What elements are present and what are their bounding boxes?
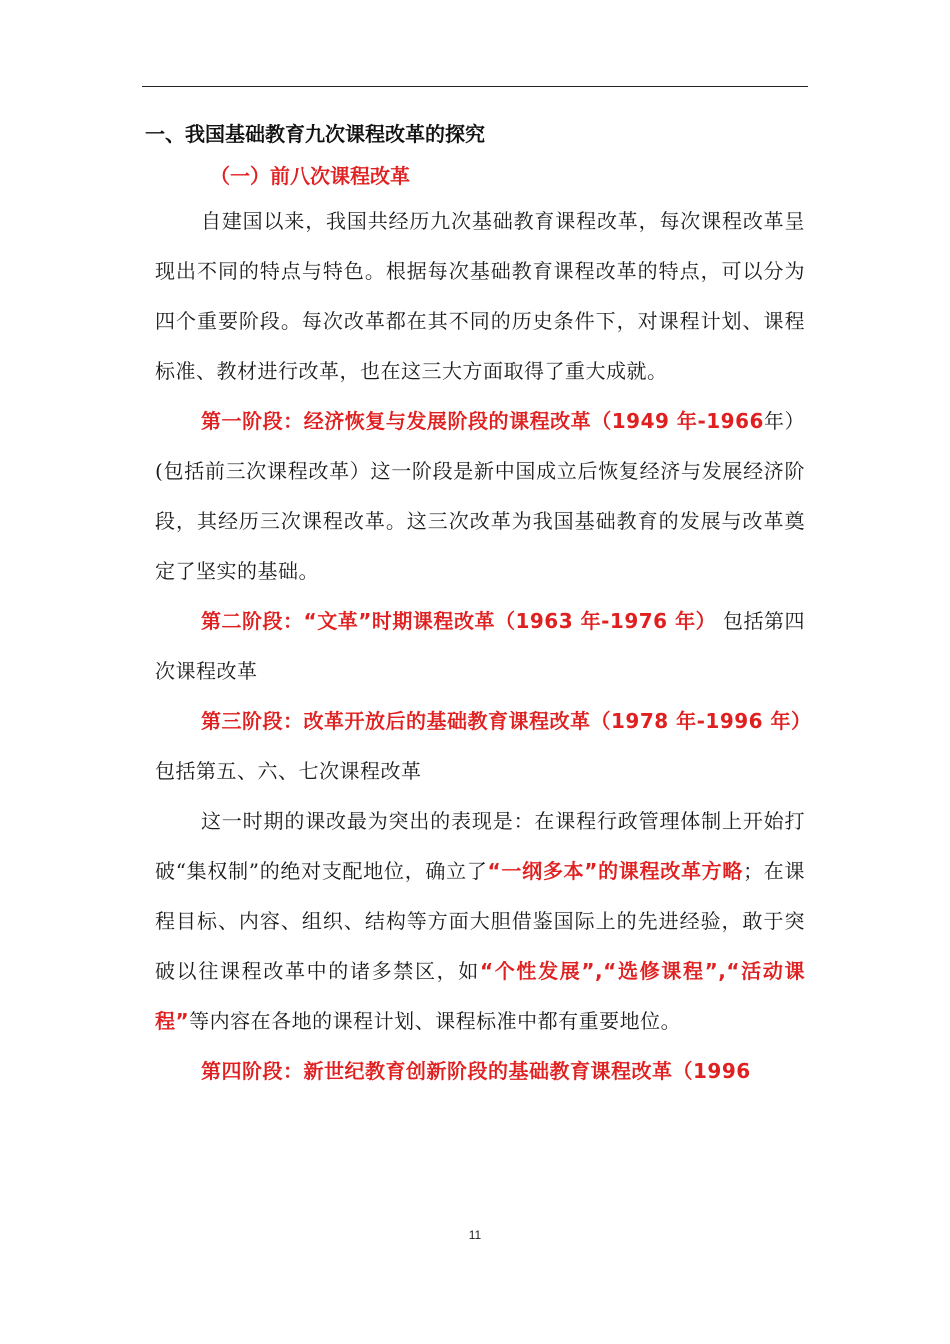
detail-text-3: 等内容在各地的课程计划、课程标准中都有重要地位。: [189, 1009, 682, 1033]
stage4-title: 第四阶段：新世纪教育创新阶段的基础教育课程改革（1996: [201, 1059, 751, 1083]
detail-text-2: ；在课程目标、内容、组织、结构等方面大胆借鉴国际上的先进经验，敢于突破以往课程改革中的诸多禁区，如: [155, 859, 805, 983]
stage2-body: 包括第四次课程改革: [155, 609, 805, 683]
stage4-paragraph: [155, 1046, 805, 1096]
subsection-heading: （一）前八次课程改革: [210, 164, 410, 188]
document-body: [145, 112, 812, 1096]
stage1-title: 第一阶段：经济恢复与发展阶段的课程改革（1949 年-1966: [201, 409, 764, 433]
detail-highlight-1: “一纲多本”的课程改革方略: [487, 859, 744, 883]
stage3-detail-paragraph: [155, 796, 805, 1046]
detail-highlight-2: “个性发展”,“选修课程”,“活动课程”: [155, 959, 805, 1033]
stage2-title: 第二阶段：“文革”时期课程改革（1963 年-1976 年）: [201, 609, 717, 633]
stage3-body: 包括第五、六、七次课程改革: [155, 759, 422, 783]
header-rule: [142, 86, 808, 87]
stage1-body: 年）(包括前三次课程改革）这一阶段是新中国成立后恢复经济与发展经济阶段，其经历三次课程改革。这三次改革为我国基础教育的发展与改革奠定了坚实的基础。: [155, 409, 806, 583]
detail-text-1: 这一时期的课改最为突出的表现是：在课程行政管理体制上开始打破“集权制”的绝对支配地位，确立了: [155, 809, 805, 883]
intro-paragraph: 自建国以来，我国共经历九次基础教育课程改革，每次课程改革呈现出不同的特点与特色。根据每次基础教育课程改革的特点，可以分为四个重要阶段。每次改革都在其不同的历史条件下，对课程计划、课程标准、教材进行改革，也在这三大方面取得了重大成就。: [155, 209, 805, 383]
stage3-title: 第三阶段：改革开放后的基础教育课程改革（1978 年-1996 年）: [201, 709, 812, 733]
section-heading: 一、我国基础教育九次课程改革的探究: [145, 122, 485, 146]
stage1-paragraph: [155, 396, 805, 596]
page-number: 11: [468, 1228, 482, 1242]
stage2-paragraph: [155, 596, 805, 696]
stage3-paragraph: [155, 696, 812, 796]
